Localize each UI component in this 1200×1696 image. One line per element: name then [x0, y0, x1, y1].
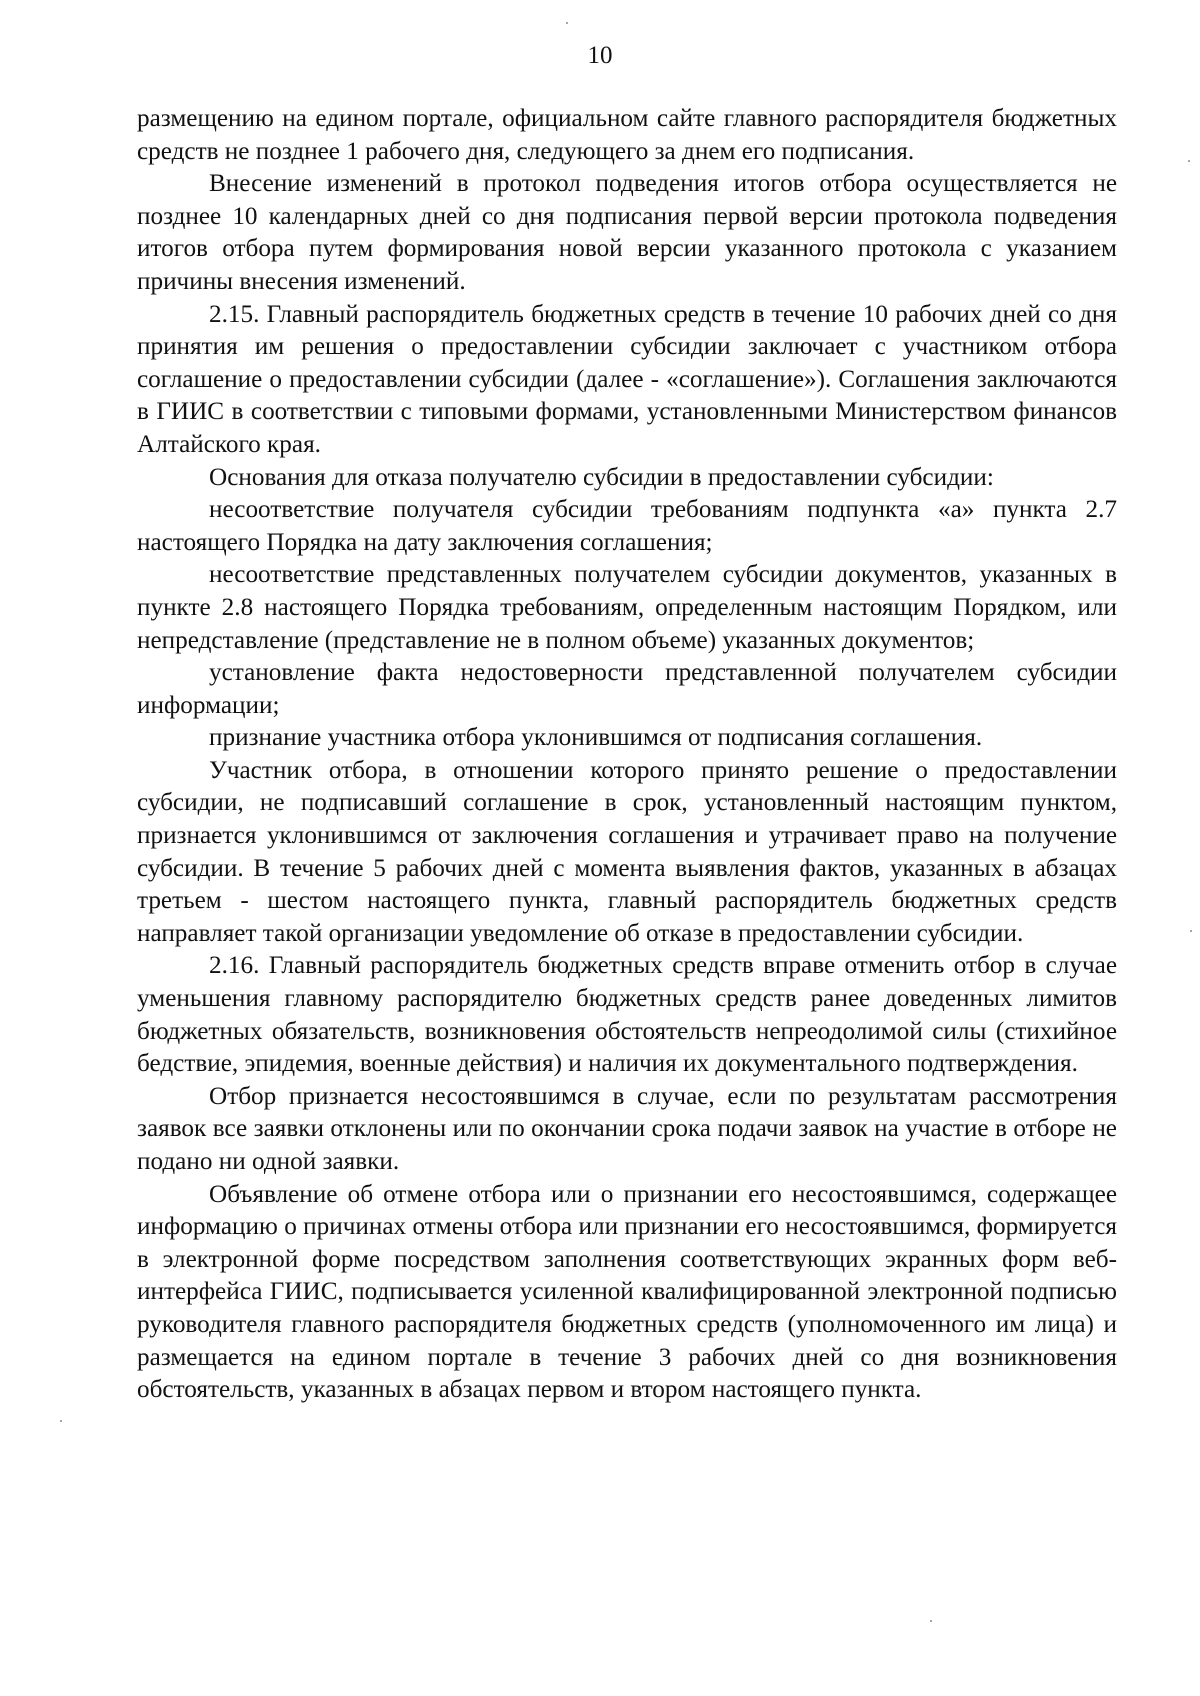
list-item-ground-4: признание участника отбора уклонившимся от подписания соглашения. — [209, 724, 983, 752]
paragraph-protocol-changes: Внесение изменений в протокол подведения итогов отбора осуществляется не позднее 10 календарных дней со дня подписания первой версии протокола подведения итогов отбора путем формирования новой версии указанного протокола с указанием причины внесения изменений. — [137, 170, 1117, 295]
scan-speck — [60, 1420, 62, 1422]
paragraph-selection-failed: Отбор признается несостоявшимся в случае, если по результатам рассмотрения заявок все заявки отклонены или по окончании срока подачи заявок на участие в отборе не подано ни одной заявки. — [137, 1082, 1117, 1175]
scan-speck — [1190, 930, 1192, 932]
paragraph-cancellation-notice: Объявление об отмене отбора или о признании его несостоявшимся, содержащее информацию о причинах отмены отбора или признании его несостоявшимся, формируется в электронной форме посредством заполнения соответствующих экранных форм веб-интерфейса ГИИС, подписывается усиленной квалифицированной электронной подписью руководителя главного распорядителя бюджетных средств (уполномоченного им лица) и размещается на едином портале в течение 3 рабочих дней со дня возникновения обстоятельств, указанных в абзацах первом и втором настоящего пункта. — [137, 1180, 1117, 1404]
list-item-ground-1: несоответствие получателя субсидии требованиям подпункта «а» пункта 2.7 настоящего Порядка на дату заключения соглашения; — [137, 496, 1117, 556]
paragraph-continuation: размещению на едином портале, официальном сайте главного распорядителя бюджетных средств не позднее 1 рабочего дня, следующего за днем его подписания. — [137, 105, 1117, 165]
paragraph-refusal-grounds: Основания для отказа получателю субсидии в предоставлении субсидии: — [209, 463, 994, 491]
paragraph-2-15: 2.15. Главный распорядитель бюджетных средств в течение 10 рабочих дней со дня принятия им решения о предоставлении субсидии заключает с участником отбора соглашение о предоставлении субсидии (далее - «соглашение»). Соглашения заключаются в ГИИС в соответствии с типовыми формами, установленными Министерством финансов Алтайского края. — [137, 300, 1117, 458]
list-item-ground-2: несоответствие представленных получателем субсидии документов, указанных в пункте 2.8 настоящего Порядка требованиям, определенным настоящим Порядком, или непредставление (представление не в полном объеме) указанных документов; — [137, 561, 1117, 654]
list-item-ground-3: установление факта недостоверности представленной получателем субсидии информации; — [137, 659, 1117, 719]
paragraph-2-16: 2.16. Главный распорядитель бюджетных средств вправе отменить отбор в случае уменьшения главному распорядителю бюджетных средств ранее доведенных лимитов бюджетных обязательств, возникновения обстоятельств непреодолимой силы (стихийное бедствие, эпидемия, военные действия) и наличия их документального подтверждения. — [137, 952, 1117, 1078]
scan-speck — [566, 22, 568, 24]
paragraph-participant-evasion: Участник отбора, в отношении которого принято решение о предоставлении субсидии, не подписавший соглашение в срок, установленный настоящим пунктом, признается уклонившимся от заключения соглашения и утрачивает право на получение субсидии. В течение 5 рабочих дней с момента выявления фактов, указанных в абзацах третьем - шестом настоящего пункта, главный распорядитель бюджетных средств направляет такой организации уведомление об отказе в предоставлении субсидии. — [137, 756, 1117, 947]
scan-speck — [930, 1620, 932, 1622]
page-number: 10 — [587, 42, 613, 69]
document-body — [137, 103, 1117, 1407]
scan-speck — [1188, 160, 1190, 162]
